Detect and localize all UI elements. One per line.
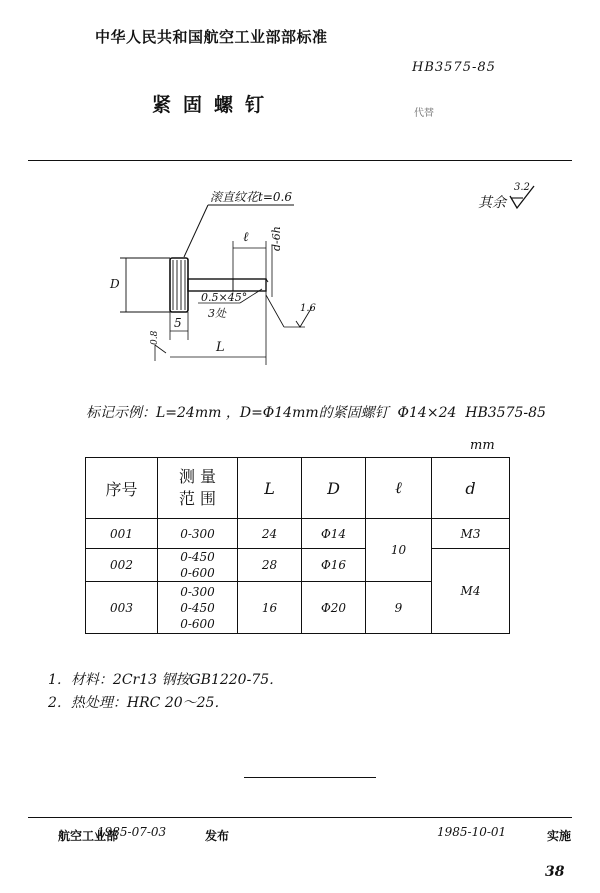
dim-chamfer: 0.5×45° xyxy=(201,291,248,304)
document-title: 紧固螺钉 xyxy=(152,94,277,116)
cell-ell-10: 10 xyxy=(366,519,432,582)
screw-drawing-lines xyxy=(100,185,330,370)
range-value: 0-450 xyxy=(180,550,215,564)
range-value: 0-300 xyxy=(180,584,215,599)
cell-ell-9: 9 xyxy=(366,582,432,634)
cell-seq: 001 xyxy=(86,519,158,549)
part-drawing xyxy=(100,185,330,370)
cell-D: Φ14 xyxy=(302,519,366,549)
issuer: 航空工业部 xyxy=(58,829,119,843)
dim-length: L xyxy=(216,340,225,355)
roughness-symbol-icon xyxy=(478,182,548,222)
range-value: 0-600 xyxy=(180,616,215,631)
cell-L: 28 xyxy=(238,549,302,582)
issue-date: 1985-07-03 xyxy=(97,825,167,839)
marking-example: 标记示例：L=24mm ，D=Φ14mm的紧固螺钉 Φ14×24 HB3575-85 xyxy=(86,405,546,421)
cell-L: 16 xyxy=(238,582,302,634)
cell-d-m4: M4 xyxy=(432,549,510,634)
table-header-row xyxy=(86,458,510,519)
end-rule xyxy=(244,777,376,778)
footer-rule xyxy=(28,817,572,818)
table-row xyxy=(86,519,510,549)
range-value: 0-600 xyxy=(180,566,215,581)
dim-surface: 1.6 xyxy=(300,303,316,314)
cell-range xyxy=(158,549,238,582)
publish-label: 发布 xyxy=(205,829,230,843)
dim-left-finish: 0.8 xyxy=(150,330,160,345)
header-ell: ℓ xyxy=(366,458,432,519)
cell-L: 24 xyxy=(238,519,302,549)
organization-title: 中华人民共和国航空工业部部标准 xyxy=(95,28,328,46)
spec-table xyxy=(85,457,510,634)
implement-label: 实施 xyxy=(547,829,572,843)
header-range-bottom: 范 围 xyxy=(178,489,217,508)
classification-note: 代替 xyxy=(414,108,434,119)
range-value: 0-450 xyxy=(180,600,215,615)
cell-range xyxy=(158,582,238,634)
header-seq: 序号 xyxy=(86,458,158,519)
note-heat-treatment: 2．热处理：HRC 20～25． xyxy=(48,695,229,711)
table-row xyxy=(86,549,510,582)
roughness-label: 其余 xyxy=(478,195,506,211)
knurl-note: 滚直纹花t=0.6 xyxy=(210,190,292,204)
header-range xyxy=(158,458,238,519)
header-L: L xyxy=(238,458,302,519)
roughness-value: 3.2 xyxy=(514,182,530,193)
roughness-mark xyxy=(478,182,548,222)
cell-range: 0-300 xyxy=(158,519,238,549)
header-rule xyxy=(28,160,572,161)
cell-D: Φ16 xyxy=(302,549,366,582)
standard-number: HB3575-85 xyxy=(412,60,496,75)
header-range-top: 测 量 xyxy=(178,467,217,487)
unit-label: mm xyxy=(470,438,495,453)
cell-seq: 003 xyxy=(86,582,158,634)
dim-five: 5 xyxy=(174,316,182,330)
dim-diameter: D xyxy=(110,277,120,291)
note-material: 1．材料：2Cr13 钢按GB1220-75． xyxy=(48,672,284,688)
cell-d-m3: M3 xyxy=(432,519,510,549)
dim-chamfer-count: 3处 xyxy=(208,307,226,320)
dim-thread: d-6h xyxy=(270,226,283,251)
header-D: D xyxy=(302,458,366,519)
cell-seq: 002 xyxy=(86,549,158,582)
page-number: 38 xyxy=(545,864,565,880)
effective-date: 1985-10-01 xyxy=(437,825,507,839)
dim-ell: ℓ xyxy=(243,230,249,245)
header-d: d xyxy=(432,458,510,519)
cell-D: Φ20 xyxy=(302,582,366,634)
